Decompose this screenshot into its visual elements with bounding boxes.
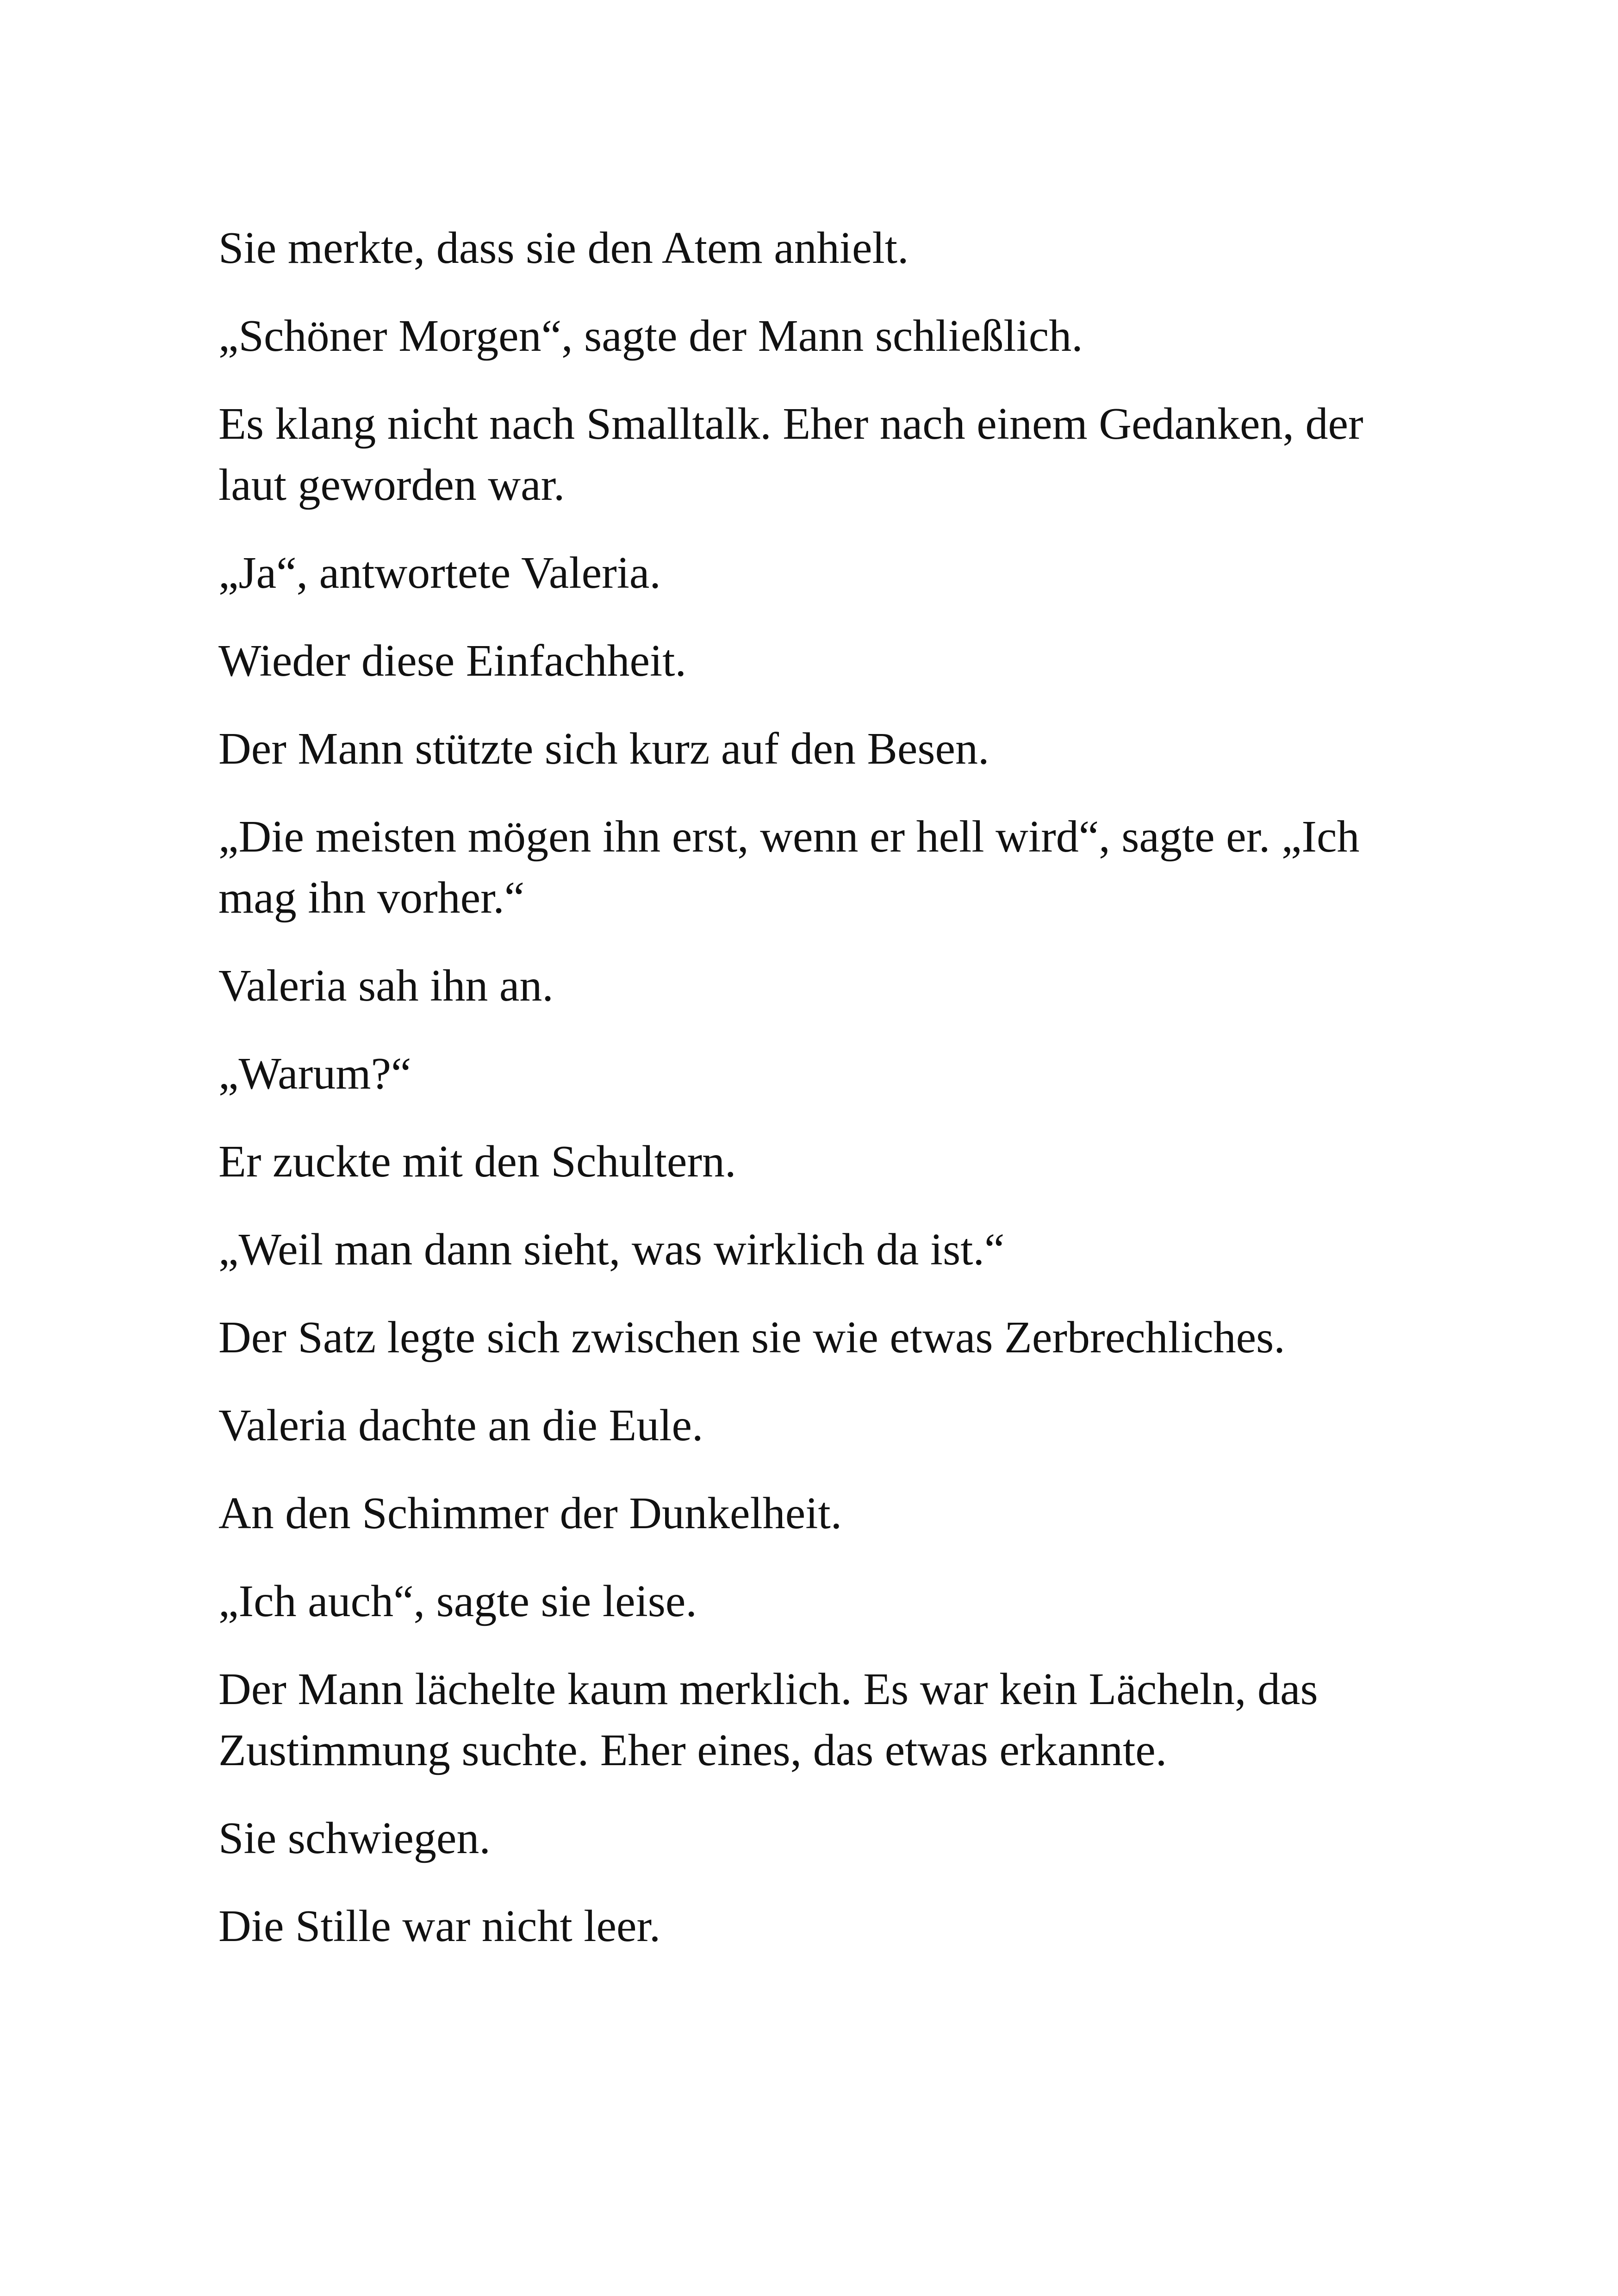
paragraph: Der Mann stützte sich kurz auf den Besen. <box>218 724 989 774</box>
paragraph: An den Schimmer der Dunkelheit. <box>218 1488 842 1538</box>
body-text <box>218 218 1403 1984</box>
paragraph: „Weil man dann sieht, was wirklich da ist.“ <box>218 1225 1005 1275</box>
paragraph: Sie merkte, dass sie den Atem anhielt. <box>218 223 909 273</box>
paragraph: Es klang nicht nach Smalltalk. Eher nach einem Gedanken, der laut geworden war. <box>218 399 1363 510</box>
paragraph: Valeria sah ihn an. <box>218 961 554 1011</box>
paragraph: „Ich auch“, sagte sie leise. <box>218 1576 697 1626</box>
paragraph: Sie schwiegen. <box>218 1813 491 1863</box>
paragraph: „Schöner Morgen“, sagte der Mann schließlich. <box>218 311 1083 361</box>
paragraph: „Ja“, antwortete Valeria. <box>218 548 661 598</box>
paragraph: „Warum?“ <box>218 1049 411 1099</box>
paragraph: Der Satz legte sich zwischen sie wie etwas Zerbrechliches. <box>218 1313 1285 1363</box>
paragraph: Die Stille war nicht leer. <box>218 1901 661 1951</box>
paragraph: Der Mann lächelte kaum merklich. Es war kein Lächeln, das Zustimmung suchte. Eher eines, das etwas erkannte. <box>218 1664 1318 1775</box>
paragraph: „Die meisten mögen ihn erst, wenn er hell wird“, sagte er. „Ich mag ihn vorher.“ <box>218 812 1360 923</box>
paragraph: Wieder diese Einfachheit. <box>218 636 686 686</box>
paragraph: Valeria dachte an die Eule. <box>218 1400 703 1450</box>
paragraph: Er zuckte mit den Schultern. <box>218 1137 736 1187</box>
